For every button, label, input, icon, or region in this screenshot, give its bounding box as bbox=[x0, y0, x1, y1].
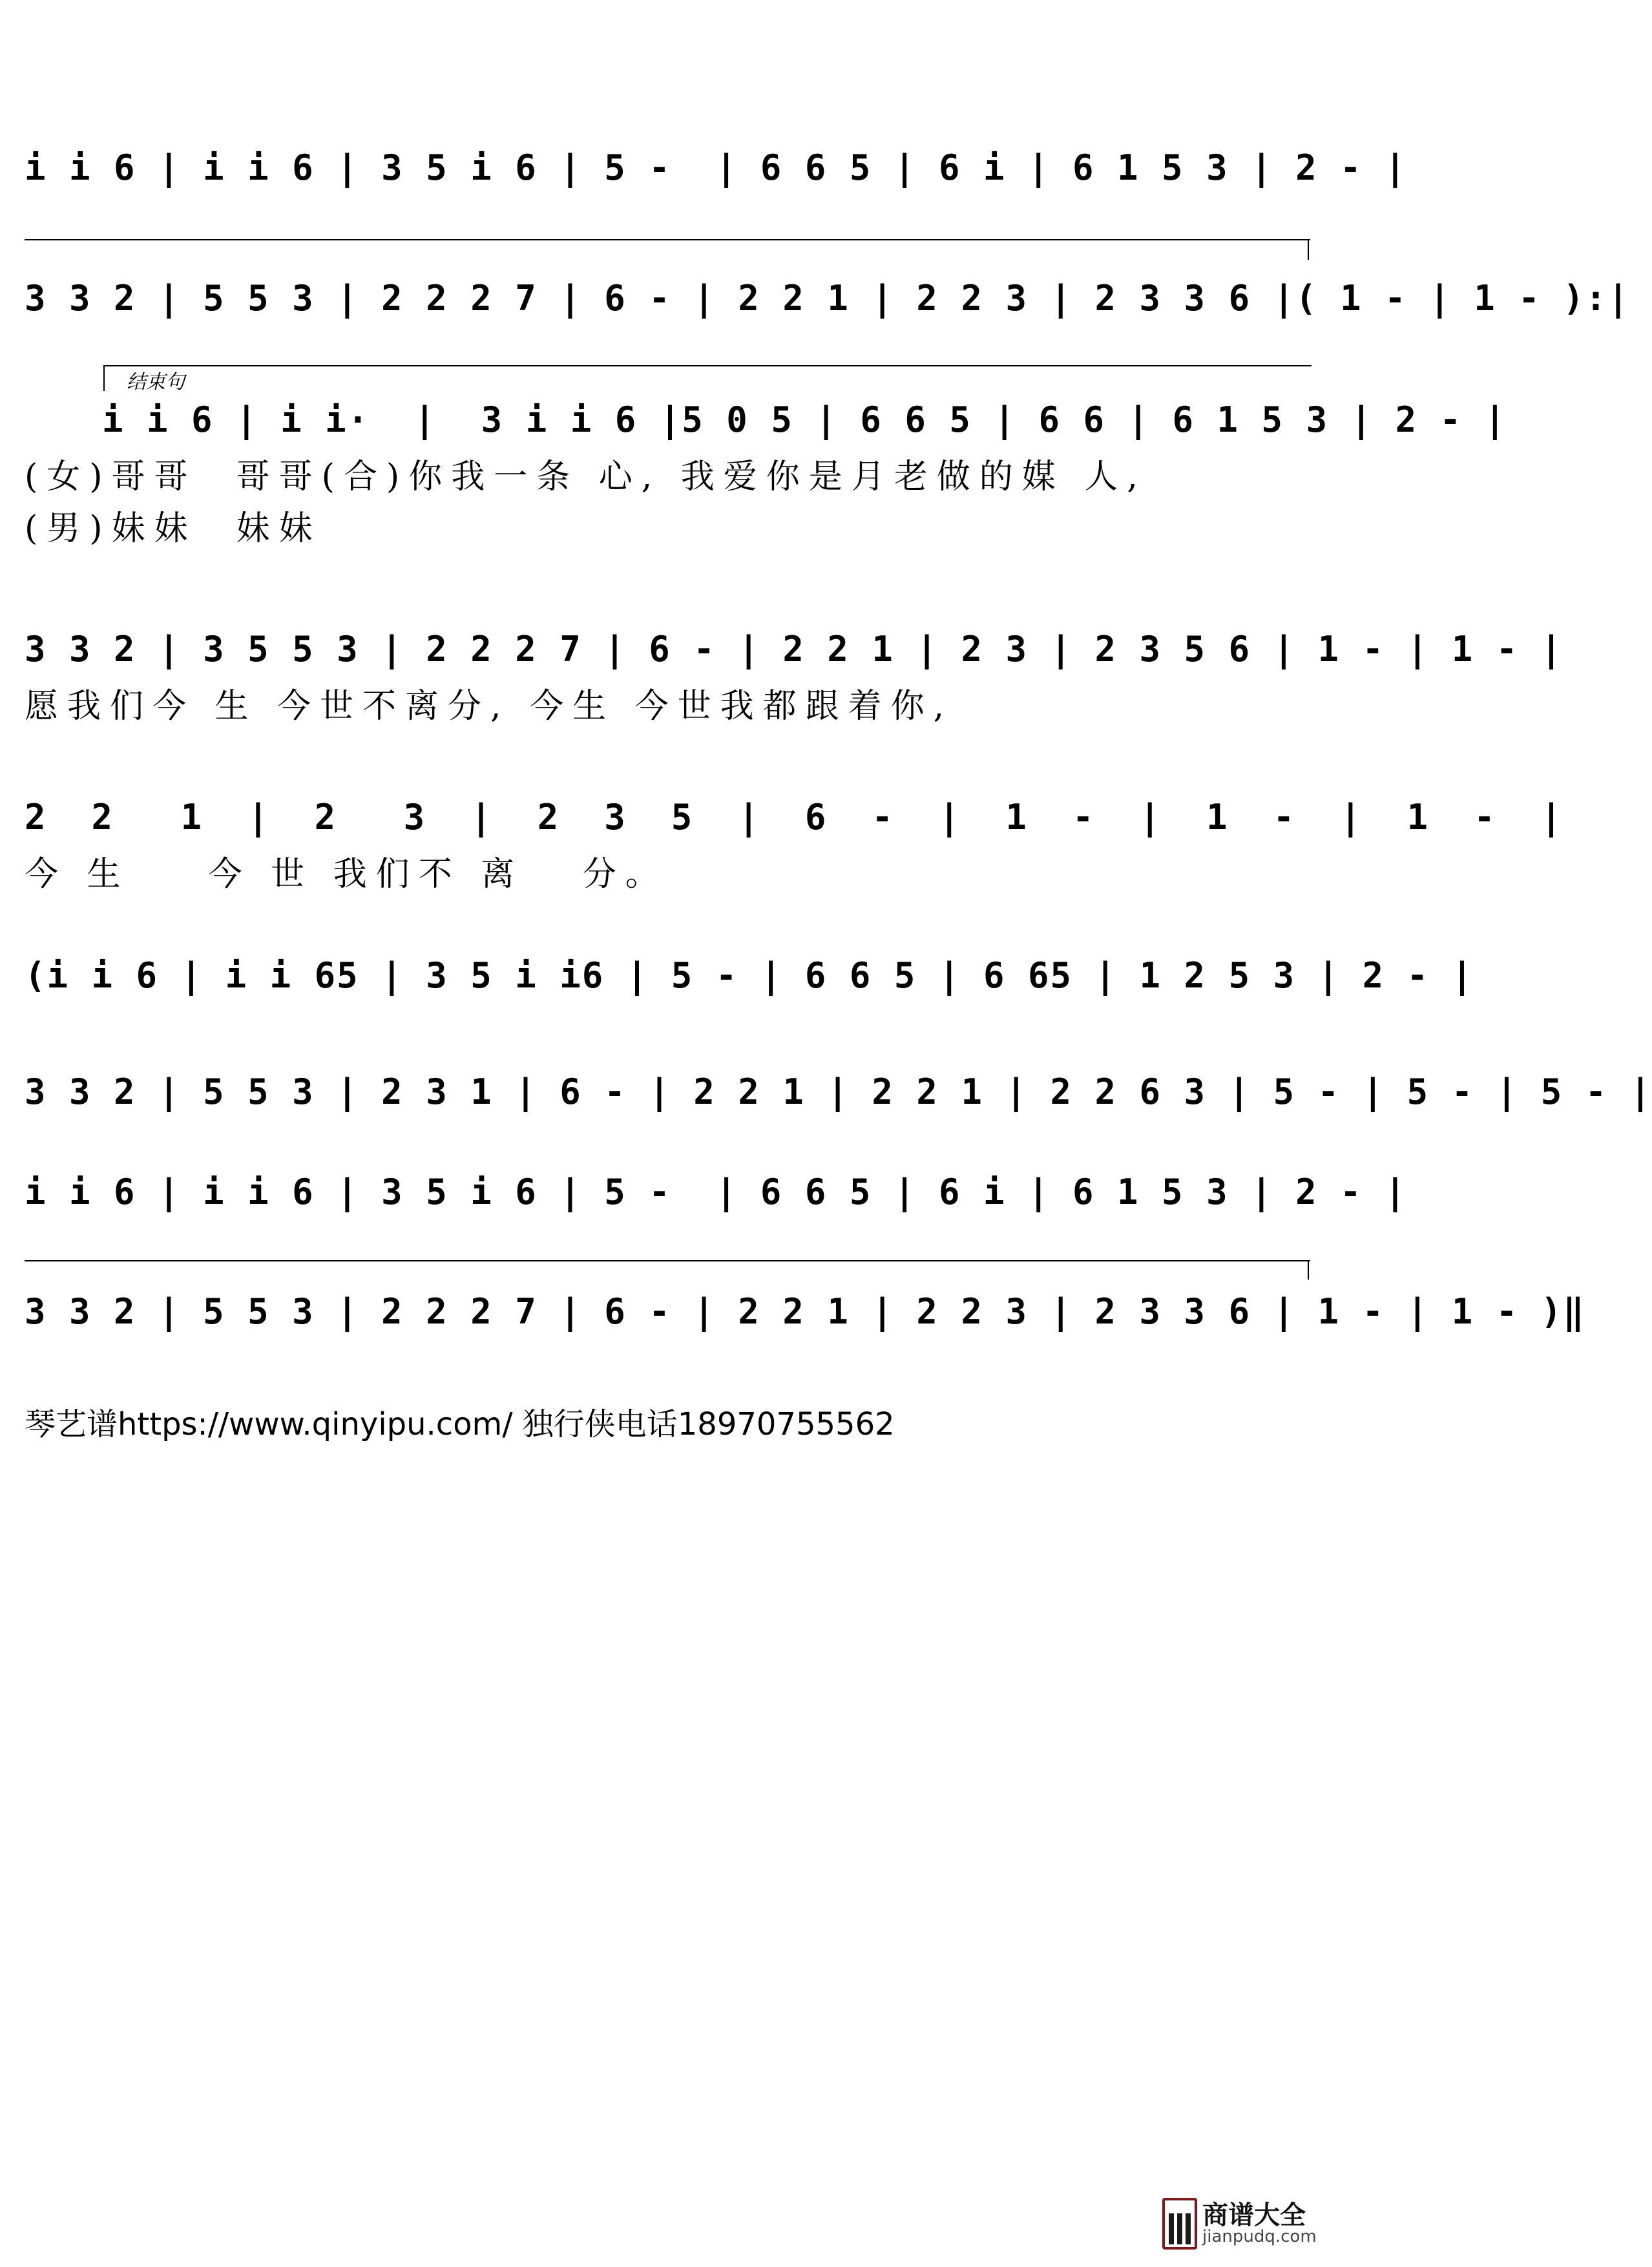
notation-line: 3 3 2 | 5 5 3 | 2 3 1 | 6 - | 2 2 1 | 2 2 1 | 2 2 6 3 | 5 - | 5 - | 5 - | bbox=[25, 1071, 1652, 1112]
bracket-line bbox=[25, 1260, 1310, 1261]
lyrics-line: 今 生 今 世 我们不 离 分。 bbox=[25, 855, 668, 894]
piano-logo-icon bbox=[1162, 2198, 1197, 2250]
repeat-bracket-end bbox=[1308, 239, 1309, 260]
notation-line: 3 3 2 | 3 5 5 3 | 2 2 2 7 | 6 - | 2 2 1 | 2 3 | 2 3 5 6 | 1 - | 1 - | bbox=[25, 629, 1563, 670]
ending-bracket-line bbox=[103, 365, 1312, 366]
notation-line: 3 3 2 | 5 5 3 | 2 2 2 7 | 6 - | 2 2 1 | 2 2 3 | 2 3 3 6 | 1 - | 1 - )‖ bbox=[25, 1291, 1585, 1332]
repeat-bracket-line bbox=[25, 239, 1310, 240]
notation-line: (i i 6 | i i 65 | 3 5 i i6 | 5 - | 6 6 5 | 6 65 | 1 2 5 3 | 2 - | bbox=[25, 955, 1474, 996]
footer-credit: 琴艺谱https://www.qinyipu.com/ 独行侠电话18970755562 bbox=[25, 1406, 895, 1442]
notation-line: 2 2 1 | 2 3 | 2 3 5 | 6 - | 1 - | 1 - | 1 - | bbox=[25, 797, 1563, 838]
notation-line: i i 6 | i i 6 | 3 5 i 6 | 5 - | 6 6 5 | 6 i | 6 1 5 3 | 2 - | bbox=[25, 147, 1407, 188]
watermark-url: jianpudq.com bbox=[1202, 2227, 1317, 2246]
notation-line: 3 3 2 | 5 5 3 | 2 2 2 7 | 6 - | 2 2 1 | 2 2 3 | 2 3 3 6 |( 1 - | 1 - ):| bbox=[25, 278, 1630, 319]
notation-line: i i 6 | i i· | 3 i i 6 |5 0 5 | 6 6 5 | 6 6 | 6 1 5 3 | 2 - | bbox=[102, 399, 1507, 440]
watermark-title: 商谱大全 bbox=[1202, 2200, 1306, 2230]
lyrics-line: 愿我们今 生 今世不离分, 今生 今世我都跟着你, bbox=[25, 687, 954, 726]
bracket-end bbox=[1308, 1260, 1309, 1280]
lyrics-male: (男)妹妹 妹妹 bbox=[25, 509, 322, 548]
watermark-logo bbox=[1162, 2192, 1324, 2255]
lyrics-female: (女)哥哥 哥哥(合)你我一条 心, 我爱你是月老做的媒 人, bbox=[25, 458, 1147, 496]
section-label: 结束句 bbox=[127, 371, 185, 394]
ending-bracket-start bbox=[103, 365, 105, 391]
notation-line: i i 6 | i i 6 | 3 5 i 6 | 5 - | 6 6 5 | 6 i | 6 1 5 3 | 2 - | bbox=[25, 1172, 1407, 1212]
